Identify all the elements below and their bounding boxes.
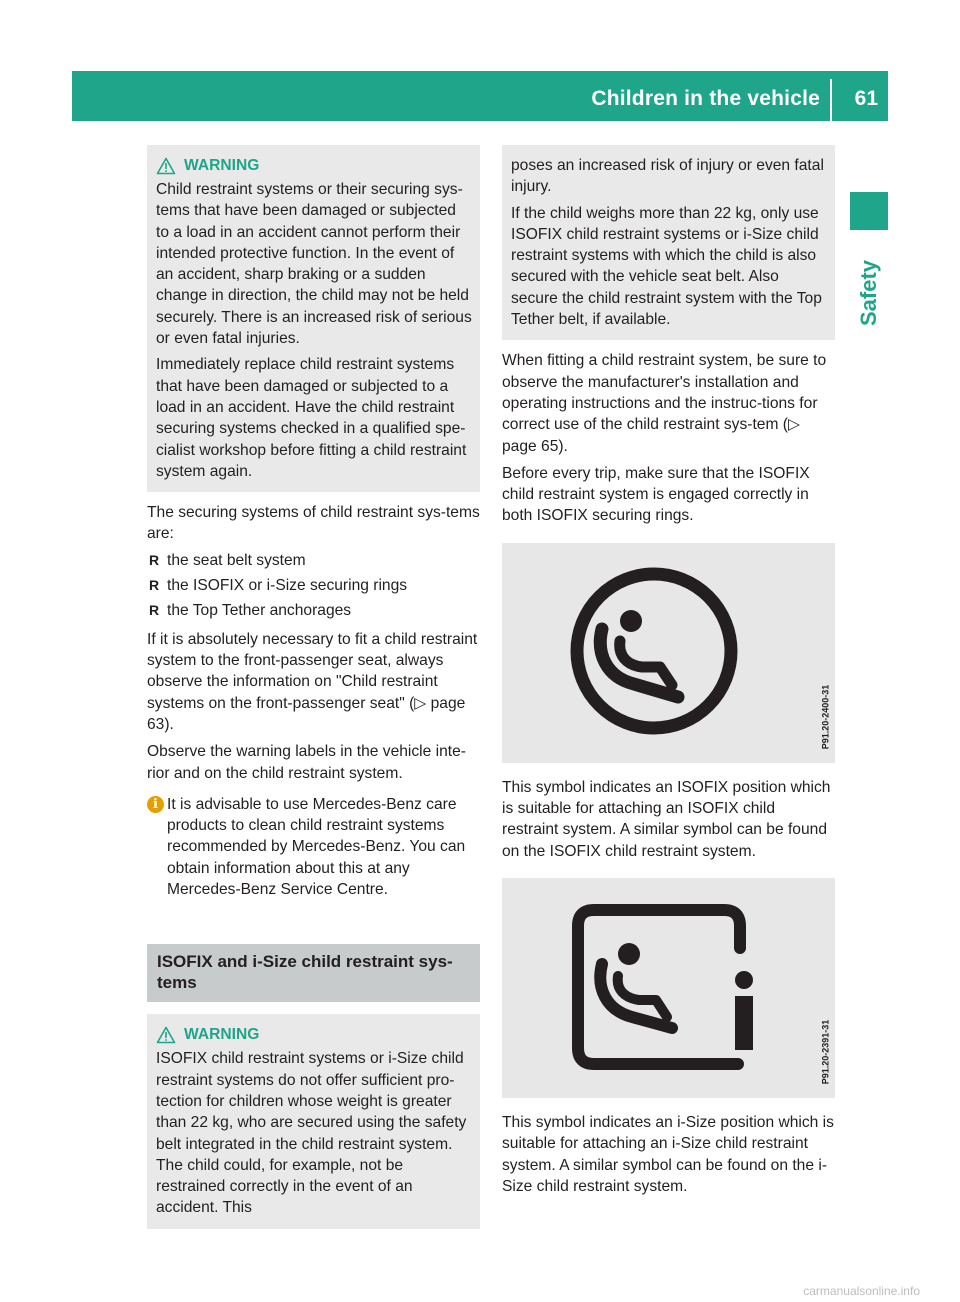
header-divider (830, 79, 832, 121)
warning-text: ISOFIX child restraint systems or i-Size child restraint systems do not offer sufficient pro-tection for children whose weight is greater than 22 kg, who are secured using the safety belt integrated in the child restraint system. The child could, for example, not be restrained correctly in the event of an accident. This (156, 1050, 467, 1217)
bullet-mark: R (149, 576, 160, 593)
body-paragraph: If it is absolutely necessary to fit a child restraint system to the front-passenger seat, always observe the information on "Child restraint systems on the front-passenger seat" (▷ page 63). (147, 630, 478, 733)
side-tab-label: Safety (856, 259, 882, 327)
right-column (502, 145, 835, 1197)
figure-caption: This symbol indicates an i-Size position which is suitable for attaching an i-Size child restraint system. A similar symbol can be found on the i-Size child restraint system. (502, 1113, 834, 1195)
figure-code: P91.20-2400-31 (820, 684, 830, 750)
figure-caption: This symbol indicates an ISOFIX position which is suitable for attaching an ISOFIX child restraint system. A similar symbol can be found on the ISOFIX child restraint system. (502, 778, 831, 860)
list-item: R the ISOFIX or i-Size securing rings (147, 573, 480, 598)
warning-heading (156, 155, 472, 176)
isofix-symbol-icon (502, 543, 835, 763)
body-paragraph: Observe the warning labels in the vehicle inte-rior and on the child restraint system. (147, 743, 466, 782)
bullet-mark: R (149, 601, 160, 618)
list-item: R the seat belt system (147, 548, 480, 573)
warning-box-continued (502, 145, 835, 340)
body-paragraph: Before every trip, make sure that the ISOFIX child restraint system is engaged correctly in both ISOFIX securing rings. (502, 464, 810, 525)
info-icon: i (147, 796, 164, 813)
bullet-mark: R (149, 551, 160, 568)
figure-code: P91.20-2391-31 (820, 1019, 830, 1085)
list-item: R the Top Tether anchorages (147, 598, 480, 623)
warning-box (147, 145, 480, 492)
body-paragraph: The securing systems of child restraint sys-tems are: (147, 504, 480, 543)
isize-symbol-icon (502, 878, 835, 1098)
warning-text: Immediately replace child restraint systems that have been damaged or subjected to a load in an accident. Have the child restraint securing systems checked in a qualified spe-cialist workshop before fitting a child restraint system again. (156, 356, 467, 480)
warning-text: Child restraint systems or their securing sys-tems that have been damaged or subjected to a load in an accident cannot perform their intended protective function. In the event of an accident, sharp braking or a sudden change in direction, the child may not be held securely. There is an increased risk of serious or even fatal injuries. (156, 181, 472, 348)
warning-text: If the child weighs more than 22 kg, only use ISOFIX child restraint systems or i-Size child restraint systems with which the child is also secured with the vehicle seat belt. Also secure the child restraint system with the Top Tether belt, if available. (511, 204, 822, 329)
warning-text: poses an increased risk of injury or even fatal injury. (511, 157, 824, 196)
note-text: It is advisable to use Mercedes-Benz care products to clean child restraint systems recommended by Mercedes-Benz. You can obtain information about this at any Mercedes-Benz Service Centre. (167, 795, 466, 899)
warning-label: WARNING (184, 1026, 260, 1044)
info-note (147, 794, 480, 900)
body-paragraph: When fitting a child restraint system, be sure to observe the manufacturer's installation and operating instructions and the instruc-tions for correct use of the child restraint sys-tem (▷ page 65). (502, 352, 827, 455)
section-heading: ISOFIX and i-Size child restraint sys-tems (147, 944, 480, 1002)
watermark: carmanualsonline.info (803, 1284, 920, 1298)
header-title: Children in the vehicle (591, 87, 820, 110)
page-header (72, 71, 888, 121)
warning-triangle-icon (156, 157, 176, 175)
warning-box (147, 1014, 480, 1228)
warning-triangle-icon (156, 1026, 176, 1044)
page-number: 61 (854, 87, 878, 110)
isize-figure (502, 878, 835, 1098)
isofix-figure (502, 543, 835, 763)
left-column (147, 145, 480, 1229)
side-tab-marker (850, 192, 888, 230)
side-tab (850, 248, 888, 338)
warning-heading (156, 1024, 472, 1045)
securing-systems-list (147, 548, 480, 623)
warning-label: WARNING (184, 157, 260, 174)
